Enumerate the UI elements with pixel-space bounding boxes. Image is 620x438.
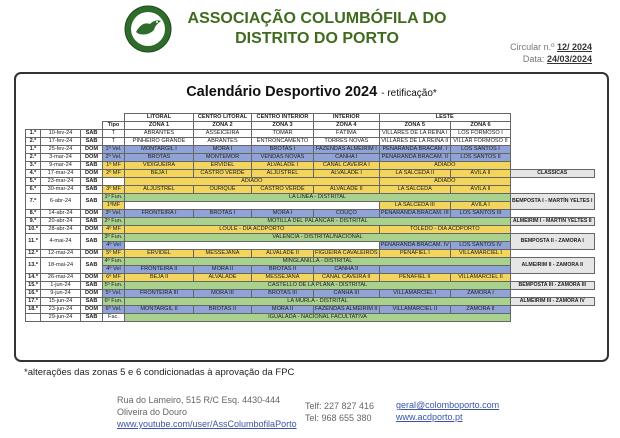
race-weekday: SAB (81, 314, 103, 322)
zone-cell: VILLARES DE LA REINA II (379, 138, 450, 146)
table-cell (26, 114, 125, 122)
address-line1: Rua do Lameiro, 515 R/C Esq. 4430-444 (117, 395, 281, 405)
table-row (26, 250, 595, 258)
race-type: 2º Fun. (103, 218, 125, 226)
zone-cell: MORA I (194, 146, 252, 154)
race-weekday: DOM (81, 290, 103, 298)
race-date: 12-mai-24 (41, 250, 81, 258)
race-date: 14-abr-24 (41, 210, 81, 218)
race-weekday: DOM (81, 274, 103, 282)
website-link[interactable]: www.acdporto.pt (396, 412, 463, 422)
race-weekday: SAB (81, 130, 103, 138)
footer-phones (305, 400, 374, 424)
race-weekday: DOM (81, 250, 103, 258)
footer-address (117, 394, 297, 430)
zone-cell: CANHA II (314, 266, 380, 274)
zone-cell: ÁVILA II (450, 186, 510, 194)
race-type: 4º Fun. (103, 258, 125, 266)
date-value: 24/03/2024 (546, 54, 592, 64)
side-event: BEMPOSTA III - ZAMORA III (510, 282, 594, 290)
zone-cell: ERVIDEL (194, 162, 252, 170)
race-number: 12.º (26, 250, 41, 258)
race-weekday: DOM (81, 210, 103, 218)
table-row (26, 290, 595, 298)
race-weekday: DOM (81, 306, 103, 314)
race-number: 4.º (26, 170, 41, 178)
zone-cell: ÁVILA I (450, 202, 510, 210)
event-span: CASTELLÓ DE LA PLANA - DISTRITAL (125, 282, 511, 290)
zone-cell: BROTAS II (194, 306, 252, 314)
zone-cell: LOS SANTOS I (450, 146, 510, 154)
zone-cell: CANHA I (314, 154, 380, 162)
zone-cell: ALVALADE I (252, 162, 314, 170)
race-type: 3º Fun. (103, 234, 125, 242)
zone-cell: MESSEJANA (252, 274, 314, 282)
footnote: *alterações das zonas 5 e 6 condicionadas à aprovação da FPC (24, 367, 295, 378)
race-weekday: SAB (81, 218, 103, 226)
race-date: 23-mar-24 (41, 178, 81, 186)
table-row (26, 226, 595, 234)
zone-cell: ASSEICEIRA (194, 130, 252, 138)
race-type: 1º Fun. (103, 194, 125, 202)
race-number: 2.º (26, 138, 41, 146)
race-number: 16.º (26, 290, 41, 298)
event-span: MINGLANILLA - DISTRITAL (125, 258, 511, 266)
zone-cell: LOS SANTOS II (450, 154, 510, 162)
race-number: 17.º (26, 298, 41, 306)
zone-header: ZONA 4 (314, 122, 380, 130)
table-cell (510, 146, 594, 154)
race-date: 20-abr-24 (41, 218, 81, 226)
zone-cell: CANHA III (314, 290, 380, 298)
zone-cell: LA SALCEDA (379, 186, 450, 194)
zone-cell: PEÑAFIEL II (379, 274, 450, 282)
zone-cell: BROTAS III (252, 290, 314, 298)
race-weekday: SAB (81, 234, 103, 250)
table-cell (510, 122, 594, 130)
zone-cell: ALVALADE I (314, 170, 380, 178)
zone-cell: VIDIGUEIRA (125, 162, 194, 170)
postponed-span: ADIADO (125, 178, 380, 186)
zone-cell: MONTARGIL I (125, 146, 194, 154)
race-weekday: SAB (81, 178, 103, 186)
race-weekday: SAB (81, 298, 103, 306)
table-cell (510, 178, 594, 186)
zone-cell: MONTARGIL II (125, 306, 194, 314)
table-cell (510, 130, 594, 138)
race-type: 6º MF (103, 274, 125, 282)
zone-cell: ÁVILA II (450, 170, 510, 178)
youtube-link[interactable]: www.youtube.com/user/AssColumbofilaPorto (117, 419, 297, 429)
race-weekday: SAB (81, 138, 103, 146)
zone-header: ZONA 1 (125, 122, 194, 130)
table-cell (510, 210, 594, 218)
race-date: 6-abr-24 (41, 194, 81, 210)
circular-date (523, 54, 592, 64)
table-cell (510, 314, 594, 322)
table-row (26, 242, 595, 250)
org-name-line2: DISTRITO DO PORTO (235, 30, 399, 47)
race-number: 5.º (26, 178, 41, 186)
table-cell (510, 274, 594, 282)
zone-cell: BROTAS II (252, 266, 314, 274)
table-cell (510, 290, 594, 298)
zone-cell: CASTRO VERDE (194, 170, 252, 178)
footer-contacts (396, 399, 499, 423)
table-row (26, 114, 595, 122)
table-row (26, 138, 595, 146)
circular-number (510, 42, 592, 52)
document-title (14, 84, 609, 100)
zone-cell: BROTAS I (194, 210, 252, 218)
race-weekday: DOM (81, 154, 103, 162)
zone-cell: MORA II (252, 306, 314, 314)
zone-cell: TOMAR (252, 130, 314, 138)
zone-cell: VILLAR FORMOSO II (450, 138, 510, 146)
race-type: 5º Vel. (103, 290, 125, 298)
race-date: 17-fev-24 (41, 138, 81, 146)
association-logo-icon (124, 5, 172, 53)
address-line2: Oliveira do Douro (117, 407, 188, 417)
table-row (26, 146, 595, 154)
race-type: 4º MF (103, 226, 125, 234)
zone-cell: VILLARES DE LA REINA I (379, 130, 450, 138)
zone-cell: PINHEIRO GRANDE (125, 138, 194, 146)
race-type: 5º MF (103, 250, 125, 258)
table-row (26, 170, 595, 178)
zone-cell: PEÑARANDA BRACAM. IV (380, 242, 449, 249)
zone-cell: VILLAMARCIEL II (450, 274, 510, 282)
zone-cell: LOS SANTOS IV (450, 242, 510, 250)
zone-cell: VILLAMARCIEL I (450, 250, 510, 258)
race-number: 1.º (26, 146, 41, 154)
calendar-table (25, 113, 595, 322)
zone-cell: MORA II (194, 266, 252, 274)
table-row (26, 266, 595, 274)
mobile-line: Tel: 968 655 380 (305, 413, 372, 423)
race-number: 3.º (26, 162, 41, 170)
side-event: ALMEIRIM I - MARTÍN YELTES II (510, 218, 594, 226)
table-row (26, 258, 595, 266)
title-subtitle: - retificação* (381, 88, 437, 99)
race-number: 15.º (26, 282, 41, 290)
zone-cell: PEÑARANDA BRACAM. I (379, 146, 450, 154)
zone-header: ZONA 2 (194, 122, 252, 130)
race-type: 6º Fun. (103, 298, 125, 306)
race-date: 4-mai-24 (41, 234, 81, 250)
race-type: 2º Vel. (103, 154, 125, 162)
table-row (26, 314, 595, 322)
zone-cell: LOS SANTOS III (450, 210, 510, 218)
race-date: 26-mai-24 (41, 274, 81, 282)
race-type: 1º MF (103, 162, 125, 170)
tipo-header: Tipo (103, 122, 125, 130)
zone-cell: ALJUSTREL (125, 186, 194, 194)
zone-cell: FRONTEIRA I (125, 210, 194, 218)
table-cell (510, 114, 594, 122)
table-row (26, 234, 595, 242)
event-span: VALÊNCIA - DISTRITAL/NACIONAL (125, 234, 511, 242)
race-date: 10-fev-24 (41, 130, 81, 138)
race-number: 11.º (26, 234, 41, 250)
race-number: 14.º (26, 274, 41, 282)
event-span: LA LÍNEA - DISTRITAL (125, 194, 511, 202)
table-cell (510, 138, 594, 146)
race-type: 2º MF (103, 170, 125, 178)
zone-cell: FRONTEIRA II (125, 266, 194, 274)
org-name-line1: ASSOCIAÇÃO COLUMBÓFILA DO (187, 10, 447, 27)
table-row (26, 178, 595, 186)
zone-cell: PEÑAFIEL I (379, 250, 450, 258)
table-row (26, 186, 595, 194)
table-cell (510, 250, 594, 258)
side-event: ALMEIRIM II - ZAMORA II (510, 258, 594, 274)
region-header: CENTRO LITORAL (194, 114, 252, 122)
race-number: 2.º (26, 154, 41, 162)
race-weekday: DOM (81, 146, 103, 154)
zone-header: ZONA 3 (252, 122, 314, 130)
race-type: Fac. (103, 314, 125, 322)
race-type: 3º MF (103, 186, 125, 194)
zone-cell: MORA I (252, 210, 314, 218)
zone-cell: ALVALADE II (314, 186, 380, 194)
table-cell (379, 266, 510, 274)
circular-label: Circular n.º (510, 42, 555, 52)
postponed-span: ADIADO (379, 162, 510, 170)
region-header: LESTE (379, 114, 510, 122)
zone-cell: MESSEJANA (194, 250, 252, 258)
event-span: IGUALADA - NACIONAL FACULTATIVA (125, 314, 511, 322)
zone-cell: FAZENDAS ALMEIRIM I (314, 146, 380, 154)
region-header: LITORAL (125, 114, 194, 122)
race-type: 5º Fun. (103, 282, 125, 290)
zone-header: ZONA 6 (450, 122, 510, 130)
zone-cell: LA SALCEDA III (379, 202, 450, 210)
race-type: 1º Vel. (103, 146, 125, 154)
zone-cell: ABRANTES (125, 130, 194, 138)
event-span: TOLEDO - DIA ACDPORTO (379, 226, 510, 234)
race-date: 29-jun-24 (41, 314, 81, 322)
race-number: 6.º (26, 186, 41, 194)
table-row (26, 122, 595, 130)
title-text: Calendário Desportivo 2024 (186, 84, 378, 100)
race-type: 6º Vel. (103, 306, 125, 314)
zone-cell: VILLAMARCIEL II (379, 306, 450, 314)
zone-cell: MORA III (194, 290, 252, 298)
race-type: T (103, 130, 125, 138)
race-date: 3-mar-24 (41, 154, 81, 162)
zone-cell: COUÇO (314, 210, 380, 218)
zone-cell: ZAMORA II (450, 306, 510, 314)
race-number (26, 314, 41, 322)
email-link[interactable]: geral@colomboporto.com (396, 400, 500, 410)
zone-cell: MONTEMOR (194, 154, 252, 162)
table-row (26, 306, 595, 314)
table-row (26, 210, 595, 218)
table-row (26, 194, 595, 202)
race-date: 9-mar-24 (41, 162, 81, 170)
region-header: CENTRO INTERIOR (252, 114, 314, 122)
zone-cell: ALVALADE II (252, 250, 314, 258)
race-weekday: SAB (81, 186, 103, 194)
race-weekday: SAB (81, 162, 103, 170)
postponed-span: ADIADO (379, 178, 510, 186)
table-row (26, 218, 595, 226)
event-span: LOULÉ - DIA ACDPORTO (125, 226, 380, 234)
zone-cell: CASTRO VERDE (252, 186, 314, 194)
race-weekday: DOM (81, 226, 103, 234)
phone-line: Telf: 227 827 416 (305, 401, 375, 411)
race-number: 9.º (26, 218, 41, 226)
race-type: 1ºMF (103, 202, 125, 210)
table-cell (510, 306, 594, 314)
table-row (26, 130, 595, 138)
table-cell (510, 226, 594, 234)
race-date: 28-abr-24 (41, 226, 81, 234)
race-weekday: SAB (81, 194, 103, 210)
table-row (26, 282, 595, 290)
event-span: LA MURLA - DISTRITAL (125, 298, 511, 306)
side-event: CLÁSSICAS (510, 170, 594, 178)
zone-cell: BROTAS I (252, 146, 314, 154)
zone-cell: ENTRONCAMENTO (252, 138, 314, 146)
race-date: 1-jun-24 (41, 282, 81, 290)
zone-cell: FAZENDAS ALMEIRIM II (315, 306, 378, 313)
race-number: 8.º (26, 210, 41, 218)
zone-cell: FIGUEIRA CAVALEIROS (315, 250, 378, 257)
zone-cell: ALJUSTREL (252, 170, 314, 178)
zone-cell: CANAL CAVEIRA I (314, 162, 380, 170)
table-cell (125, 242, 380, 250)
zone-cell: ABRANTES (194, 138, 252, 146)
race-weekday: SAB (81, 282, 103, 290)
race-type: 4º Vel (103, 266, 125, 274)
race-date: 25-fev-24 (41, 146, 81, 154)
event-span: MOTILLA DEL PALANCAR - DISTRITAL (125, 218, 511, 226)
zone-cell: TORRES NOVAS (314, 138, 380, 146)
race-number: 13.º (26, 258, 41, 274)
table-row (26, 202, 595, 210)
race-type: 4º Vel (103, 242, 125, 250)
zone-cell: FÁTIMA (314, 130, 380, 138)
race-date: 30-mar-24 (41, 186, 81, 194)
zone-cell: ZAMORA I (450, 290, 510, 298)
zone-cell: ALVALADE (194, 274, 252, 282)
table-row (26, 154, 595, 162)
race-weekday: DOM (81, 170, 103, 178)
zone-header: ZONA 5 (379, 122, 450, 130)
race-date: 23-jun-24 (41, 306, 81, 314)
race-number: 10.º (26, 226, 41, 234)
zone-cell: FRONTEIRA III (125, 290, 194, 298)
race-type (103, 178, 125, 186)
race-number: 7.º (26, 194, 41, 210)
circular-value: 12/ 2024 (556, 42, 592, 52)
zone-cell: LA SALCEDA II (379, 170, 450, 178)
zone-cell: VENDAS NOVAS (252, 154, 314, 162)
zone-cell: PEÑARANDA BRACAM. III (380, 210, 449, 217)
table-cell (510, 154, 594, 162)
table-row (26, 298, 595, 306)
race-date: 9-jun-24 (41, 290, 81, 298)
race-weekday: SAB (81, 258, 103, 274)
race-number: 1.º (26, 130, 41, 138)
table-cell (510, 186, 594, 194)
zone-cell: OURIQUE (194, 186, 252, 194)
table-row (26, 162, 595, 170)
table-row (26, 274, 595, 282)
race-number: 18.º (26, 306, 41, 314)
side-event: ALMEIRIM III - ZAMORA IV (510, 298, 594, 306)
zone-cell: LOS FORMOSO I (450, 130, 510, 138)
zone-cell: PEÑARANDA BRACAM. II (379, 154, 450, 162)
zone-cell: ERVIDEL (125, 250, 194, 258)
zone-cell: BEJA I (125, 170, 194, 178)
race-date: 15-jun-24 (41, 298, 81, 306)
zone-cell: VILLAMARCIEL I (379, 290, 450, 298)
race-type: T (103, 138, 125, 146)
region-header: INTERIOR (314, 114, 380, 122)
date-label: Data: (522, 54, 545, 64)
race-date: 18-mai-24 (41, 258, 81, 274)
race-date: 17-mar-24 (41, 170, 81, 178)
zone-cell: BROTAS (125, 154, 194, 162)
side-event: BEMPOSTA II - ZAMORA I (510, 234, 594, 250)
table-cell (510, 162, 594, 170)
zone-cell: CANAL CAVEIRA II (314, 274, 380, 282)
table-cell (26, 122, 103, 130)
table-cell (125, 202, 380, 210)
race-type: 3º Vel. (103, 210, 125, 218)
zone-cell: BEJA II (125, 274, 194, 282)
side-event: BEMPOSTA I - MARTÍN YELTES I (510, 194, 594, 210)
